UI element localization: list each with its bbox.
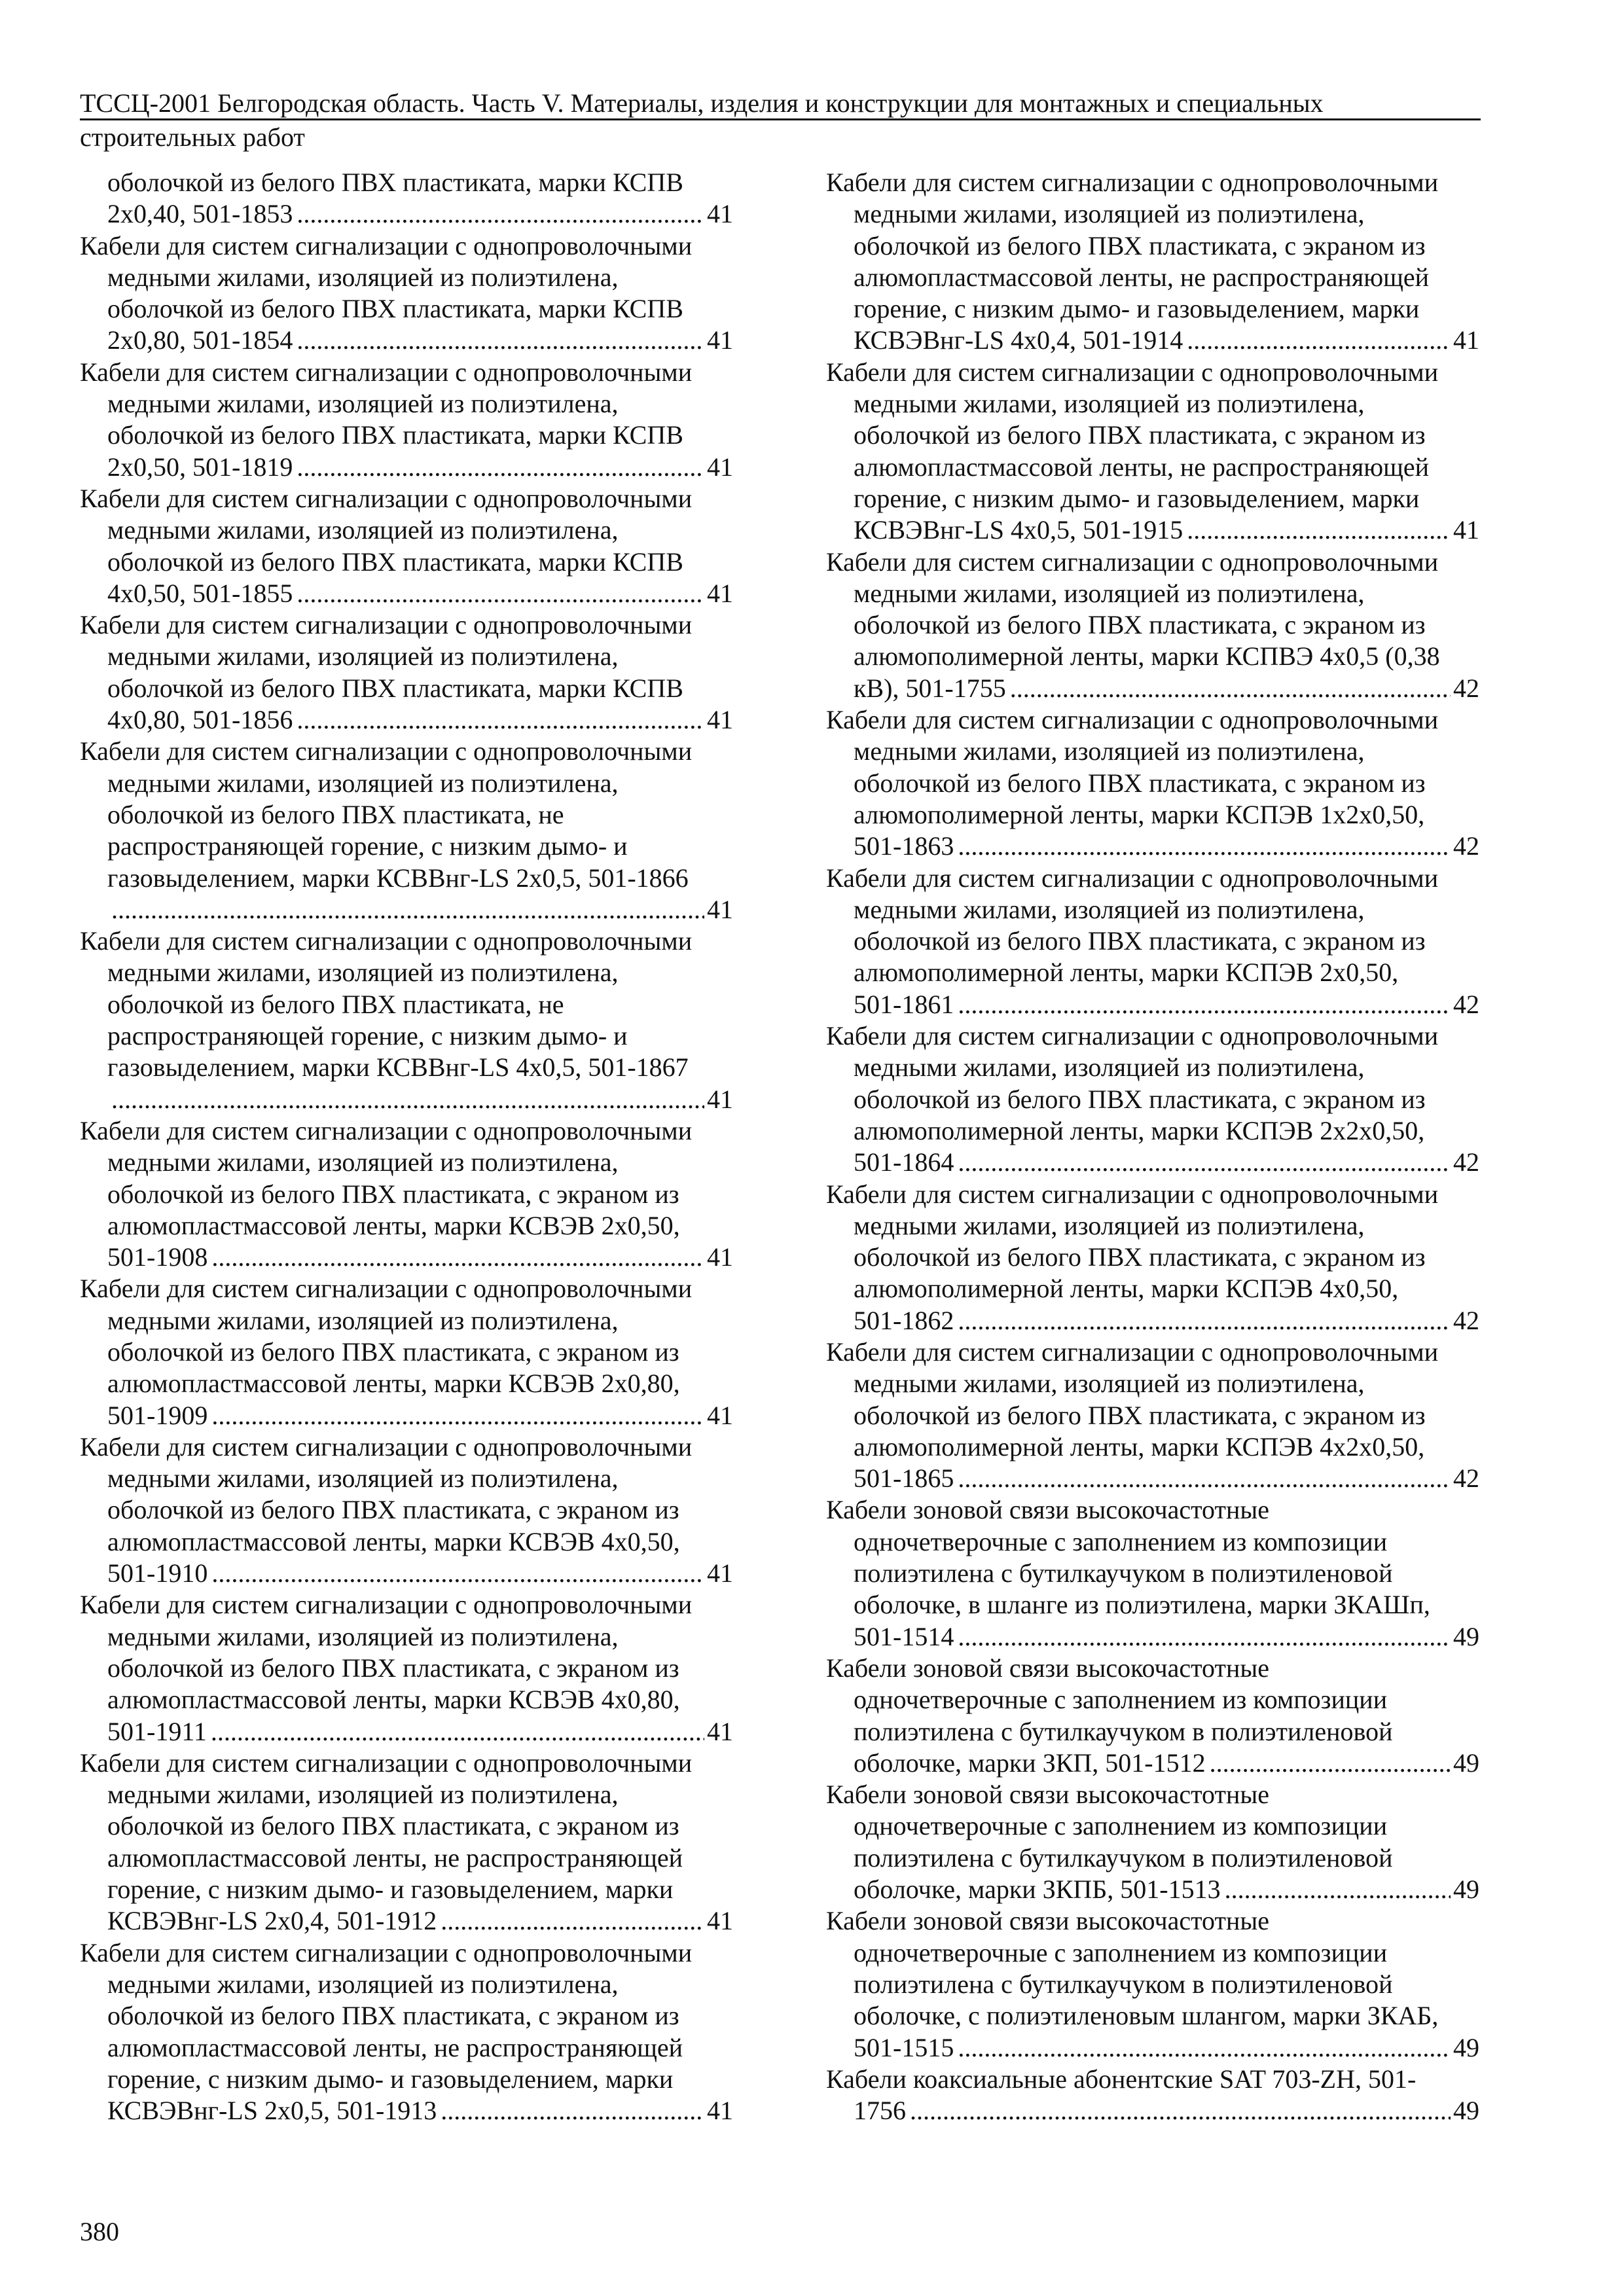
toc-entry[interactable]: [80, 1431, 733, 1589]
toc-entry-line: Кабели зоновой связи высокочастотные: [826, 1495, 1270, 1525]
toc-entry-line: Кабели для систем сигнализации с однопроволочными: [80, 926, 693, 956]
toc-entry-leader-line: [107, 704, 733, 736]
toc-entry-line: оболочкой из белого ПВХ пластиката, с экраном из: [107, 1179, 679, 1209]
toc-entry-tail: 501-1909: [107, 1400, 208, 1430]
toc-page-ref: 41: [707, 1558, 733, 1588]
toc-entry-leader-line: [854, 1621, 1479, 1653]
dot-leader: [1010, 673, 1451, 704]
toc-entry-line: Кабели зоновой связи высокочастотные: [826, 1780, 1270, 1810]
toc-entry-line: Кабели коаксиальные абонентские SAT 703-ZH, 501-: [826, 2064, 1416, 2094]
toc-entry-tail: 501-1908: [107, 1242, 208, 1272]
toc-entry-leader-line: [107, 325, 733, 356]
toc-entry-line: одночетверочные с заполнением из композиции: [854, 1811, 1388, 1841]
toc-entry[interactable]: [826, 1336, 1479, 1494]
toc-entry-line: Кабели для систем сигнализации с однопроволочными: [80, 1115, 693, 1145]
page-number: 380: [80, 2217, 119, 2246]
toc-entry[interactable]: [80, 1748, 733, 1937]
toc-entry-line: Кабели для систем сигнализации с однопроволочными: [826, 863, 1439, 893]
toc-entry-line: Кабели для систем сигнализации с однопроволочными: [80, 736, 693, 766]
dot-leader: [441, 1905, 704, 1937]
toc-entry-line: алюмополимерной ленты, марки КСПЭВ 4х2х0,50,: [854, 1431, 1425, 1462]
toc-entry-line: медными жилами, изоляцией из полиэтилена,: [854, 1369, 1365, 1399]
dot-leader: [111, 1084, 704, 1115]
toc-page-ref: 42: [1453, 1463, 1479, 1494]
header-rule: [80, 118, 1481, 120]
toc-entry[interactable]: [80, 483, 733, 609]
running-header: [80, 87, 1481, 152]
toc-entry-line: алюмополимерной ленты, марки КСПЭВ 4х0,50,: [854, 1274, 1399, 1304]
toc-entry-leader-line: [107, 1400, 733, 1431]
toc-entry-line: оболочке, с полиэтиленовым шлангом, марки ЗКАБ,: [854, 2001, 1439, 2031]
toc-entry-tail: 501-1864: [854, 1147, 954, 1177]
toc-entry-line: горение, с низким дымо- и газовыделением, марки: [107, 2064, 674, 2094]
dot-leader: [1187, 325, 1451, 356]
toc-entry-line: оболочкой из белого ПВХ пластиката, с экраном из: [107, 1811, 679, 1841]
toc-entry-line: алюмопластмассовой ленты, марки КСВЭВ 2х0,50,: [107, 1210, 680, 1240]
dot-leader: [958, 1463, 1451, 1494]
toc-entry-line: алюмопластмассовой ленты, не распространяющей: [107, 2032, 683, 2062]
toc-entry-tail: 2х0,50, 501-1819: [107, 452, 293, 482]
toc-entry-line: оболочкой из белого ПВХ пластиката, с экраном из: [107, 1653, 679, 1683]
dot-leader: [910, 2095, 1451, 2126]
toc-entry-line: алюмополимерной ленты, марки КСПЭВ 2х2х0,50,: [854, 1115, 1425, 1145]
toc-entry-line: медными жилами, изоляцией из полиэтилена,: [107, 768, 619, 798]
dot-leader: [1210, 1748, 1451, 1779]
header-title-line2: строительных работ: [80, 122, 305, 152]
toc-entry-tail: оболочке, марки ЗКП, 501-1512: [854, 1748, 1206, 1778]
dot-leader: [297, 578, 704, 609]
toc-entry-line: медными жилами, изоляцией из полиэтилена,: [854, 1210, 1365, 1240]
toc-entry-leader-line: [107, 1242, 733, 1273]
dot-leader: [958, 1147, 1451, 1178]
toc-entry-line: оболочкой из белого ПВХ пластиката, с экраном из: [854, 420, 1426, 450]
toc-entry-line: Кабели для систем сигнализации с однопроволочными: [80, 610, 693, 640]
toc-entry-line: оболочкой из белого ПВХ пластиката, марки КСПВ: [107, 420, 683, 450]
toc-page-ref: 49: [1453, 2032, 1479, 2062]
toc-page-ref: 41: [707, 452, 733, 482]
toc-page-ref: 41: [707, 705, 733, 735]
toc-entry-line: оболочкой из белого ПВХ пластиката, с экраном из: [107, 1495, 679, 1525]
toc-entry-line: Кабели для систем сигнализации с однопроволочными: [80, 230, 693, 260]
toc-entry-line: Кабели для систем сигнализации с однопроволочными: [826, 547, 1439, 577]
toc-page-ref: 41: [707, 1400, 733, 1430]
toc-entry-line: медными жилами, изоляцией из полиэтилена,: [107, 1147, 619, 1177]
toc-entry[interactable]: [826, 1020, 1479, 1178]
toc-entry-line: Кабели для систем сигнализации с однопроволочными: [80, 1937, 693, 1967]
toc-entry-line: медными жилами, изоляцией из полиэтилена,: [854, 736, 1365, 766]
toc-entry[interactable]: [80, 357, 733, 483]
toc-entry-leader-line: [107, 1716, 733, 1748]
toc-entry[interactable]: [826, 863, 1479, 1020]
toc-entry-line: Кабели зоновой связи высокочастотные: [826, 1653, 1270, 1683]
toc-entry-line: алюмопластмассовой ленты, не распространяющей: [854, 452, 1430, 482]
toc-entry[interactable]: [80, 925, 733, 1115]
toc-entry-tail: 1756: [854, 2096, 906, 2126]
toc-page-ref: 49: [1453, 2096, 1479, 2126]
toc-page-ref: 42: [1453, 831, 1479, 861]
toc-entry-line: распространяющей горение, с низким дымо- и: [107, 1021, 628, 1051]
header-title-line1: ТССЦ-2001 Белгородская область. Часть V. Материалы, изделия и конструкции для монтажных и специальных: [80, 88, 1324, 118]
toc-entry-line: алюмопластмассовой ленты, марки КСВЭВ 4х0,80,: [107, 1685, 680, 1715]
toc-entry-line: оболочкой из белого ПВХ пластиката, марки КСПВ: [107, 294, 683, 324]
toc-entry-line: оболочкой из белого ПВХ пластиката, с экраном из: [854, 610, 1426, 640]
toc-entry-leader-line: [854, 989, 1479, 1020]
toc-entry-line: оболочкой из белого ПВХ пластиката, с экраном из: [854, 1400, 1426, 1430]
toc-entry-line: медными жилами, изоляцией из полиэтилена,: [107, 515, 619, 545]
toc-entry-tail: 501-1863: [854, 831, 954, 861]
toc-entry-leader-line: [107, 1558, 733, 1589]
toc-page-ref: 42: [1453, 1305, 1479, 1335]
toc-entry-line: алюмополимерной ленты, марки КСПВЭ 4х0,5 (0,38: [854, 641, 1440, 672]
toc-entry-leader-line: [854, 325, 1479, 356]
toc-entry-line: газовыделением, марки КСВВнг-LS 2х0,5, 501-1866: [107, 863, 689, 893]
toc-page-ref: 41: [707, 578, 733, 608]
toc-entry[interactable]: [80, 1589, 733, 1747]
toc-entry-line: оболочкой из белого ПВХ пластиката, марки КСПВ: [107, 673, 683, 703]
toc-entry-leader-line: [107, 452, 733, 483]
toc-page-ref: 49: [1453, 1621, 1479, 1651]
toc-page-ref: 41: [707, 325, 733, 355]
toc-entry-line: Кабели для систем сигнализации с однопроволочными: [80, 1748, 693, 1778]
toc-entry-line: медными жилами, изоляцией из полиэтилена,: [107, 958, 619, 988]
toc-entry-line: медными жилами, изоляцией из полиэтилена,: [854, 199, 1365, 229]
toc-entry-leader-line: [107, 2095, 733, 2126]
toc-entry-line: медными жилами, изоляцией из полиэтилена,: [854, 389, 1365, 419]
dot-leader: [1187, 514, 1451, 546]
toc-entry[interactable]: [826, 704, 1479, 862]
toc-entry-line: полиэтилена с бутилкаучуком в полиэтиленовой: [854, 1558, 1393, 1588]
toc-entry-line: одночетверочные с заполнением из композиции: [854, 1685, 1388, 1715]
toc-entry-line: медными жилами, изоляцией из полиэтилена,: [107, 641, 619, 672]
toc-entry-line: алюмопластмассовой ленты, не распространяющей: [107, 1842, 683, 1873]
toc-entry-leader-line: [107, 198, 733, 230]
toc-entry[interactable]: [826, 1905, 1479, 2063]
toc-entry-line: оболочкой из белого ПВХ пластиката, не: [107, 989, 564, 1019]
toc-entry-line: медными жилами, изоляцией из полиэтилена,: [107, 1463, 619, 1494]
toc-entry[interactable]: [80, 609, 733, 736]
toc-page-ref: 42: [1453, 1147, 1479, 1177]
toc-entry-leader-line: [107, 894, 733, 925]
dot-leader: [958, 831, 1451, 862]
toc-entry[interactable]: [826, 357, 1479, 547]
toc-entry[interactable]: [80, 1115, 733, 1273]
toc-entry-line: алюмопластмассовой ленты, марки КСВЭВ 2х0,80,: [107, 1369, 680, 1399]
toc-entry-leader-line: [854, 2095, 1479, 2126]
toc-page-ref: 41: [707, 1716, 733, 1746]
dot-leader: [1225, 1874, 1451, 1905]
toc-entry-line: оболочкой из белого ПВХ пластиката, с экраном из: [854, 1084, 1426, 1114]
toc-page-ref: 41: [707, 1084, 733, 1114]
toc-entry-tail: 4х0,50, 501-1855: [107, 578, 293, 608]
toc-entry-line: алюмопластмассовой ленты, не распространяющей: [854, 262, 1430, 292]
toc-page-ref: 41: [707, 1906, 733, 1936]
toc-entry-line: полиэтилена с бутилкаучуком в полиэтиленовой: [854, 1716, 1393, 1746]
toc-entry-line: оболочкой из белого ПВХ пластиката, с экраном из: [854, 1242, 1426, 1272]
dot-leader: [958, 1305, 1451, 1336]
toc-page-ref: 42: [1453, 989, 1479, 1019]
toc-entry-line: оболочкой из белого ПВХ пластиката, с экраном из: [107, 1336, 679, 1367]
toc-entry-line: горение, с низким дымо- и газовыделением, марки: [854, 483, 1420, 513]
toc-entry-line: оболочкой из белого ПВХ пластиката, с экраном из: [854, 230, 1426, 260]
toc-entry-line: Кабели для систем сигнализации с однопроволочными: [80, 483, 693, 513]
toc-entry-line: Кабели для систем сигнализации с однопроволочными: [826, 1179, 1439, 1209]
dot-leader: [958, 1621, 1451, 1653]
toc-entry-tail: 501-1514: [854, 1621, 954, 1651]
toc-entry-tail: 501-1910: [107, 1558, 208, 1588]
toc-entry-tail: кВ), 501-1755: [854, 673, 1006, 703]
toc-entry[interactable]: [80, 167, 733, 230]
toc-entry-tail: 501-1861: [854, 989, 954, 1019]
toc-entry-line: оболочкой из белого ПВХ пластиката, марки КСПВ: [107, 168, 683, 197]
toc-entry-line: оболочкой из белого ПВХ пластиката, марки КСПВ: [107, 547, 683, 577]
dot-leader: [441, 2095, 704, 2126]
toc-entry-leader-line: [854, 1147, 1479, 1178]
toc-entry[interactable]: [826, 1494, 1479, 1652]
dot-leader: [211, 1400, 704, 1431]
toc-entry[interactable]: [826, 547, 1479, 704]
toc-entry-leader-line: [854, 673, 1479, 704]
toc-entry[interactable]: [826, 2064, 1479, 2127]
toc-page-ref: 41: [707, 894, 733, 924]
toc-right-column: [826, 167, 1479, 2126]
toc-entry-line: Кабели зоновой связи высокочастотные: [826, 1906, 1270, 1936]
toc-entry-line: алюмополимерной ленты, марки КСПЭВ 2х0,50,: [854, 958, 1399, 988]
toc-entry-line: медными жилами, изоляцией из полиэтилена,: [107, 1621, 619, 1651]
toc-entry-tail: КСВЭВнг-LS 4х0,5, 501-1915: [854, 515, 1183, 545]
toc-page-ref: 41: [1453, 325, 1479, 355]
toc-entry-tail: 501-1515: [854, 2032, 954, 2062]
toc-entry-line: Кабели для систем сигнализации с однопроволочными: [80, 1590, 693, 1620]
toc-page-ref: 49: [1453, 1748, 1479, 1778]
toc-entry-leader-line: [107, 1084, 733, 1115]
toc-entry-line: медными жилами, изоляцией из полиэтилена,: [107, 1780, 619, 1810]
dot-leader: [111, 894, 704, 925]
toc-page-ref: 41: [707, 1242, 733, 1272]
toc-entry-line: Кабели для систем сигнализации с однопроволочными: [826, 1021, 1439, 1051]
toc-entry-line: газовыделением, марки КСВВнг-LS 4х0,5, 501-1867: [107, 1052, 689, 1083]
toc-entry-leader-line: [854, 1305, 1479, 1336]
toc-entry[interactable]: [80, 230, 733, 357]
toc-left-column: [80, 167, 733, 2126]
toc-entry[interactable]: [80, 1937, 733, 2127]
toc-entry-leader-line: [107, 578, 733, 609]
toc-entry-line: Кабели для систем сигнализации с однопроволочными: [80, 1431, 693, 1462]
dot-leader: [211, 1716, 704, 1748]
toc-entry-tail: 2х0,80, 501-1854: [107, 325, 293, 355]
dot-leader: [958, 2032, 1451, 2064]
toc-entry-line: оболочке, в шланге из полиэтилена, марки ЗКАШп,: [854, 1590, 1430, 1620]
dot-leader: [958, 989, 1451, 1020]
toc-entry-leader-line: [854, 514, 1479, 546]
toc-entry-line: полиэтилена с бутилкаучуком в полиэтиленовой: [854, 1969, 1393, 1999]
toc-page-ref: 41: [1453, 515, 1479, 545]
toc-page-ref: 49: [1453, 1874, 1479, 1905]
toc-entry-line: оболочкой из белого ПВХ пластиката, с экраном из: [854, 926, 1426, 956]
toc-entry-leader-line: [107, 1905, 733, 1937]
toc-entry-tail: 501-1862: [854, 1305, 954, 1335]
toc-entry[interactable]: [826, 1653, 1479, 1779]
dot-leader: [297, 325, 704, 356]
dot-leader: [297, 452, 704, 483]
toc-entry[interactable]: [80, 736, 733, 925]
toc-entry-line: медными жилами, изоляцией из полиэтилена,: [107, 1969, 619, 1999]
toc-entry-line: Кабели для систем сигнализации с однопроволочными: [826, 168, 1439, 197]
toc-entry-line: Кабели для систем сигнализации с однопроволочными: [80, 1274, 693, 1304]
toc-entry[interactable]: [826, 167, 1479, 357]
toc-entry-leader-line: [854, 1748, 1479, 1779]
dot-leader: [297, 198, 704, 230]
toc-entry-line: оболочкой из белого ПВХ пластиката, с экраном из: [107, 2001, 679, 2031]
toc-entry-tail: КСВЭВнг-LS 2х0,4, 501-1912: [107, 1906, 437, 1936]
toc-entry-tail: оболочке, марки ЗКПБ, 501-1513: [854, 1874, 1221, 1905]
toc-entry-line: Кабели для систем сигнализации с однопроволочными: [826, 705, 1439, 735]
toc-entry-leader-line: [854, 2032, 1479, 2064]
toc-entry-line: алюмополимерной ленты, марки КСПЭВ 1х2х0,50,: [854, 799, 1425, 829]
toc-entry-leader-line: [854, 831, 1479, 862]
dot-leader: [211, 1558, 704, 1589]
toc-entry-tail: КСВЭВнг-LS 2х0,5, 501-1913: [107, 2096, 437, 2126]
toc-entry-tail: КСВЭВнг-LS 4х0,4, 501-1914: [854, 325, 1183, 355]
toc-entry-line: медными жилами, изоляцией из полиэтилена,: [107, 389, 619, 419]
toc-entry-tail: 501-1911: [107, 1716, 207, 1746]
toc-entry-line: горение, с низким дымо- и газовыделением, марки: [107, 1874, 674, 1905]
toc-entry-line: Кабели для систем сигнализации с однопроволочными: [826, 357, 1439, 387]
toc-entry-line: медными жилами, изоляцией из полиэтилена,: [854, 578, 1365, 608]
toc-page-ref: 41: [707, 2096, 733, 2126]
toc-entry-line: Кабели для систем сигнализации с однопроволочными: [80, 357, 693, 387]
toc-entry[interactable]: [826, 1179, 1479, 1336]
toc-page-ref: 41: [707, 199, 733, 229]
toc-entry-leader-line: [854, 1463, 1479, 1494]
toc-entry-line: одночетверочные с заполнением из композиции: [854, 1526, 1388, 1556]
toc-entry-line: полиэтилена с бутилкаучуком в полиэтиленовой: [854, 1842, 1393, 1873]
toc-entry-line: медными жилами, изоляцией из полиэтилена,: [854, 1052, 1365, 1083]
toc-entry-line: медными жилами, изоляцией из полиэтилена,: [107, 262, 619, 292]
toc-entry-line: оболочкой из белого ПВХ пластиката, не: [107, 799, 564, 829]
toc-entry-line: медными жилами, изоляцией из полиэтилена,: [107, 1305, 619, 1335]
toc-entry[interactable]: [826, 1779, 1479, 1905]
toc-entry-line: распространяющей горение, с низким дымо- и: [107, 831, 628, 861]
toc-entry-line: медными жилами, изоляцией из полиэтилена,: [854, 894, 1365, 924]
toc-entry-line: оболочкой из белого ПВХ пластиката, с экраном из: [854, 768, 1426, 798]
toc-entry-line: одночетверочные с заполнением из композиции: [854, 1937, 1388, 1967]
toc-entry-line: Кабели для систем сигнализации с однопроволочными: [826, 1336, 1439, 1367]
toc-entry-tail: 4х0,80, 501-1856: [107, 705, 293, 735]
toc-entry[interactable]: [80, 1273, 733, 1431]
dot-leader: [297, 704, 704, 736]
toc-entry-leader-line: [854, 1874, 1479, 1905]
toc-entry-tail: 501-1865: [854, 1463, 954, 1494]
toc-entry-line: алюмопластмассовой ленты, марки КСВЭВ 4х0,50,: [107, 1526, 680, 1556]
toc-entry-line: горение, с низким дымо- и газовыделением, марки: [854, 294, 1420, 324]
toc-page-ref: 42: [1453, 673, 1479, 703]
dot-leader: [211, 1242, 704, 1273]
toc-entry-tail: 2х0,40, 501-1853: [107, 199, 293, 229]
